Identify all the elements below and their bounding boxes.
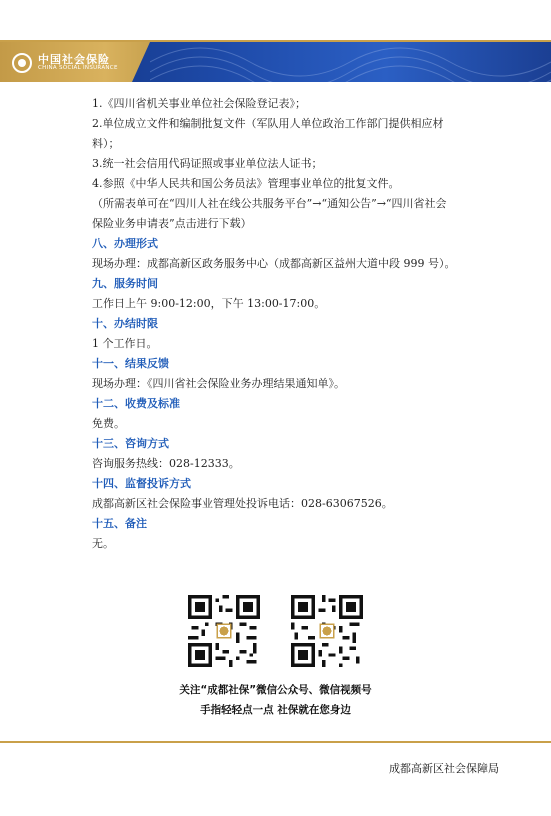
qr-code-icon <box>291 595 363 667</box>
section-heading: 十三、咨询方式 <box>92 437 169 450</box>
section-heading: 九、服务时间 <box>92 277 158 290</box>
section-body: 免费。 <box>92 417 125 430</box>
list-item: 1.《四川省机关事业单位社会保险登记表》； <box>92 97 306 110</box>
footer-organization: 成都高新区社会保障局 <box>389 762 499 775</box>
follow-us-caption <box>0 680 551 720</box>
section-body: 工作日上午 9:00-12:00，下午 13:00-17:00。 <box>92 297 326 310</box>
follow-line-1: 关注“成都社保”微信公众号、微信视频号 <box>179 684 372 696</box>
section-heading: 八、办理形式 <box>92 237 158 250</box>
list-item: （所需表单可在“四川人社在线公共服务平台”→“通知公告”→“四川省社会 <box>92 197 447 210</box>
section-heading: 十、办结时限 <box>92 317 158 330</box>
list-item: 保险业务申请表”点击进行下载） <box>92 217 252 230</box>
section-body: 无。 <box>92 537 114 550</box>
section-body: 咨询服务热线：028-12333。 <box>92 457 240 470</box>
list-item: 2.单位成立文件和编制批复文件（军队用人单位政治工作部门提供相应材 <box>92 117 444 130</box>
logo-english-text: CHINA SOCIAL INSURANCE <box>38 65 118 71</box>
footer-rule <box>0 741 551 743</box>
qr-code-icon <box>188 595 260 667</box>
section-heading: 十一、结果反馈 <box>92 357 169 370</box>
document-body <box>92 94 512 554</box>
list-item: 料）； <box>92 137 120 150</box>
section-heading: 十二、收费及标准 <box>92 397 180 410</box>
header-pattern <box>150 42 551 82</box>
social-insurance-logo-icon <box>12 53 32 73</box>
section-body: 1 个工作日。 <box>92 337 158 350</box>
wechat-video-channel-qr[interactable] <box>291 595 363 667</box>
wechat-official-account-qr[interactable] <box>188 595 260 667</box>
section-body: 现场办理：成都高新区政务服务中心（成都高新区益州大道中段 999 号）。 <box>92 257 456 270</box>
page-header <box>0 0 551 82</box>
follow-line-2: 手指轻轻点一点 社保就在您身边 <box>200 704 351 716</box>
section-heading: 十四、监督投诉方式 <box>92 477 191 490</box>
section-body: 现场办理：《四川省社会保险业务办理结果通知单》。 <box>92 377 345 390</box>
list-item: 3.统一社会信用代码证照或事业单位法人证书； <box>92 157 323 170</box>
section-heading: 十五、备注 <box>92 517 147 530</box>
logo-chinese-text: 中国社会保险 <box>38 53 110 66</box>
list-item: 4.参照《中华人民共和国公务员法》管理事业单位的批复文件。 <box>92 177 400 190</box>
section-body: 成都高新区社会保险事业管理处投诉电话：028-63067526。 <box>92 497 393 510</box>
